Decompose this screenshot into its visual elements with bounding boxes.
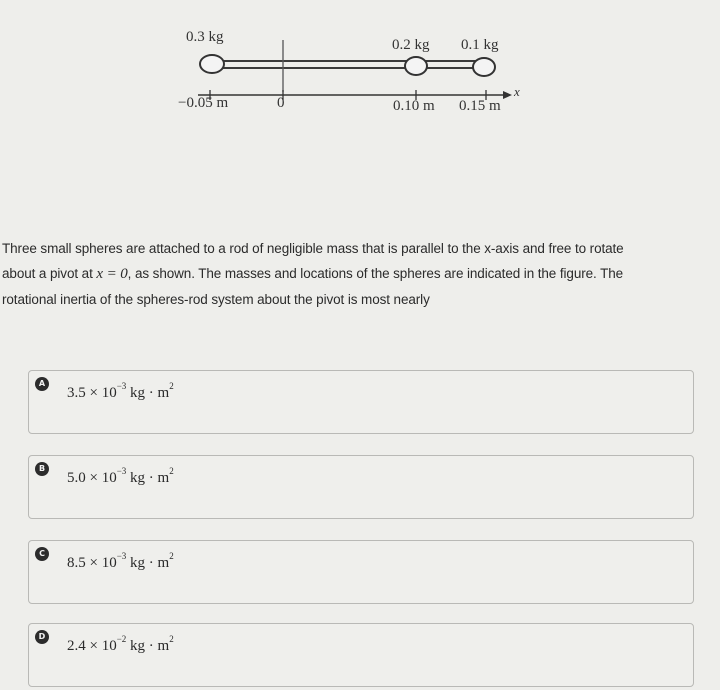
question-text [2, 236, 714, 312]
choice-d-letter: D [35, 630, 49, 644]
mass-label-3: 0.1 kg [461, 37, 499, 53]
mass-label-1: 0.3 kg [186, 29, 224, 45]
choice-c-letter: C [35, 547, 49, 561]
choice-a[interactable] [28, 370, 694, 434]
spheres-rod-figure [0, 0, 720, 180]
question-line-2: about a pivot at x = 0, as shown. The masses and locations of the spheres are indicated in the figure. The [2, 266, 624, 282]
choice-a-text: $3.5 \times 10^{-3}$ kg · $m^2$ [67, 381, 174, 401]
choice-c[interactable] [28, 540, 694, 604]
choice-b[interactable] [28, 455, 694, 519]
pivot-position: x = 0 [96, 266, 128, 282]
choice-a-letter: A [35, 377, 49, 391]
question-line-1: Three small spheres are attached to a rod of negligible mass that is parallel to the x-axis and free to rotate [2, 241, 624, 256]
choice-c-text: $8.5 \times 10^{-3}$ kg · $m^2$ [67, 551, 174, 571]
question-line-3: rotational inertia of the spheres-rod system about the pivot is most nearly [2, 292, 430, 307]
position-label-3: 0.10 m [393, 98, 435, 114]
position-label-4: 0.15 m [459, 98, 501, 114]
sphere-0.2kg [405, 57, 427, 75]
choice-b-letter: B [35, 462, 49, 476]
sphere-0.3kg [200, 55, 224, 73]
x-axis-label: x [514, 84, 520, 99]
choice-d[interactable] [28, 623, 694, 687]
position-label-2: 0 [277, 95, 285, 111]
mass-label-2: 0.2 kg [392, 37, 430, 53]
position-label-1: −0.05 m [178, 95, 229, 111]
rod [218, 61, 476, 68]
sphere-0.1kg [473, 58, 495, 76]
choice-d-text: $2.4 \times 10^{-2}$ kg · $m^2$ [67, 634, 174, 654]
choice-b-text: $5.0 \times 10^{-3}$ kg · $m^2$ [67, 466, 174, 486]
